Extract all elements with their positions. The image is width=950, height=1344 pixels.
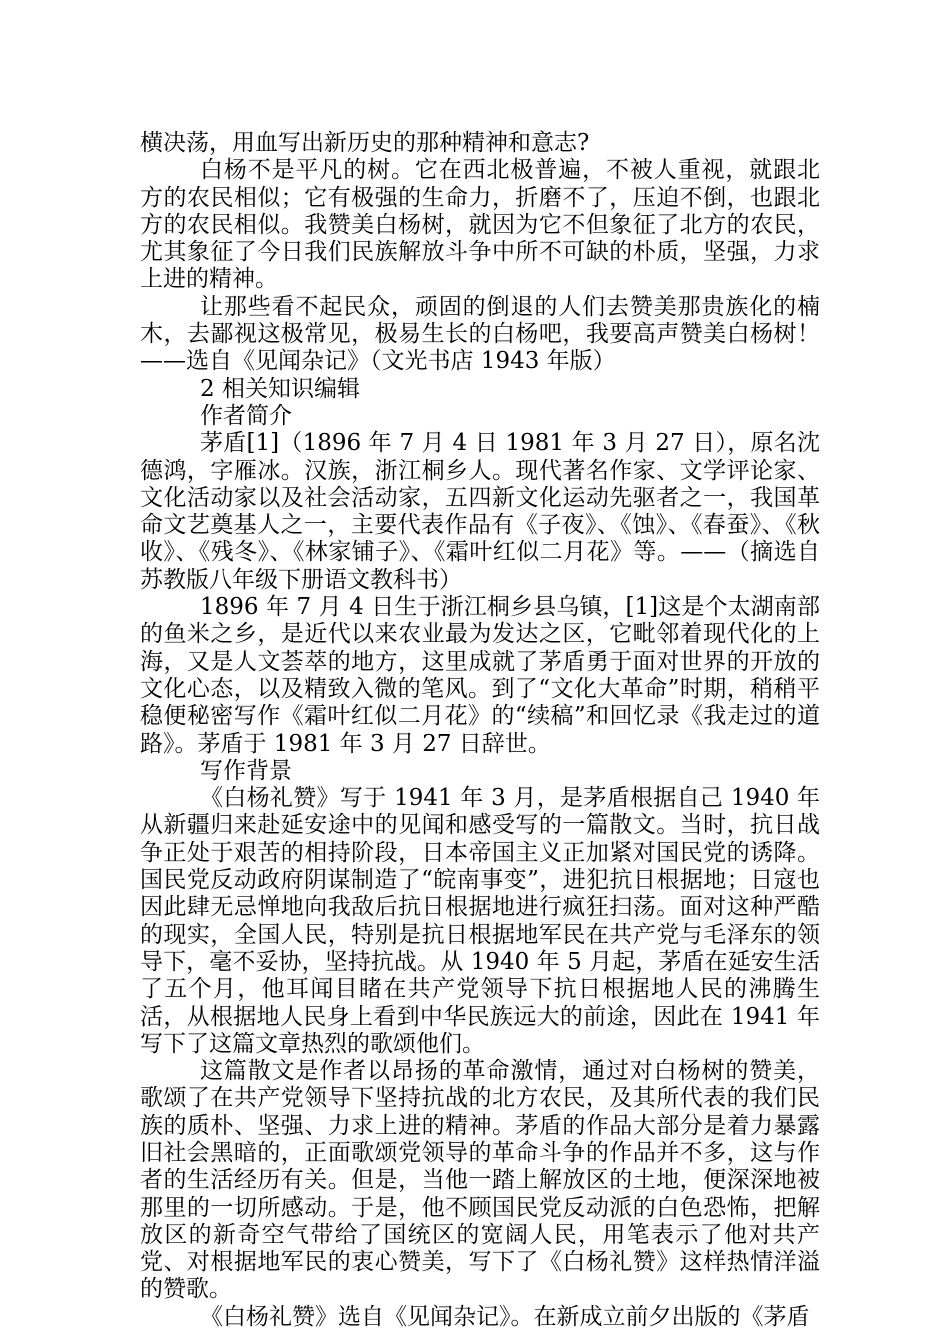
- paragraph-author-birthplace: 1896 年 7 月 4 日生于浙江桐乡县乌镇，[1]这是个太湖南部的鱼米之乡，是近代以来农业最为发达之区，它毗邻着现代化的上海，又是人文荟萃的地方，这里成就了茅盾勇于面对世界的开放的文化心态，以及精致入微的笔风。到了“文化大革命”时期，稍稍平稳便秘密写作《霜叶红似二月花》的“续稿”和回忆录《我走过的道路》。茅盾于 1981 年 3 月 27 日辞世。: [140, 594, 820, 757]
- paragraph-background-history: 《白杨礼赞》写于 1941 年 3 月，是茅盾根据自己 1940 年从新疆归来赴延安途中的见闻和感受写的一篇散文。当时，抗日战争正处于艰苦的相持阶段，日本帝国主义正加紧对国民党的诱降。国民党反动政府阴谋制造了“皖南事变”，进犯抗日根据地；日寇也因此肆无忌惮地向我敌后抗日根据地进行疯狂扫荡。面对这种严酷的现实，全国人民，特别是抗日根据地军民在共产党与毛泽东的领导下，毫不妥协，坚持抗战。从 1940 年 5 月起，茅盾在延安生活了五个月，他耳闻目睹在共产党领导下抗日根据地人民的沸腾生活，从根据地人民身上看到中华民族远大的前途，因此在 1941 年写下了这篇文章热烈的歌颂他们。: [140, 785, 820, 1057]
- paragraph-praise-poplar: 让那些看不起民众，顽固的倒退的人们去赞美那贵族化的楠木，去鄙视这极常见，极易生长的白杨吧，我要高声赞美白杨树！——选自《见闻杂记》（文光书店 1943 年版）: [140, 293, 820, 375]
- section-heading-author-intro: 作者简介: [200, 402, 292, 429]
- document-page: [140, 130, 820, 1331]
- paragraph-essay-theme: 这篇散文是作者以昂扬的革命激情，通过对白杨树的赞美，歌颂了在共产党领导下坚持抗战的北方农民，及其所代表的我们民族的质朴、坚强、力求上进的精神。茅盾的作品大部分是着力暴露旧社会黑暗的，正面歌颂党领导的革命斗争的作品并不多，这与作者的生活经历有关。但是，当他一踏上解放区的土地，便深深地被那里的一切所感动。于是，他不顾国民党反动派的白色恐怖，把解放区的新奇空气带给了国统区的宽阔人民，用笔表示了他对共产党、对根据地军民的衷心赞美，写下了《白杨礼赞》这样热情洋溢的赞歌。: [140, 1058, 820, 1303]
- section-heading-writing-background: 写作背景: [200, 757, 292, 784]
- paragraph-continuation: 横决荡，用血写出新历史的那种精神和意志?: [140, 130, 590, 156]
- paragraph-collection-source: 《白杨礼赞》选自《见闻杂记》。在新成立前夕出版的《茅盾: [200, 1303, 810, 1330]
- paragraph-author-bio: 茅盾[1]（1896 年 7 月 4 日 1981 年 3 月 27 日），原名沈德鸿，字雁冰。汉族，浙江桐乡人。现代著名作家、文学评论家、文化活动家以及社会活动家，五四新文化运动先驱者之一，我国革命文艺奠基人之一，主要代表作品有《子夜》、《蚀》、《春蚕》、《秋收》、《残冬》、《林家铺子》、《霜叶红似二月花》等。——（摘选自苏教版八年级下册语文教科书）: [140, 430, 820, 593]
- section-heading-related-knowledge: 2 相关知识编辑: [200, 375, 360, 402]
- paragraph-poplar-ordinary: 白杨不是平凡的树。它在西北极普遍，不被人重视，就跟北方的农民相似；它有极强的生命力，折磨不了，压迫不倒，也跟北方的农民相似。我赞美白杨树，就因为它不但象征了北方的农民，尤其象征了今日我们民族解放斗争中所不可缺的朴质，坚强，力求上进的精神。: [140, 157, 820, 293]
